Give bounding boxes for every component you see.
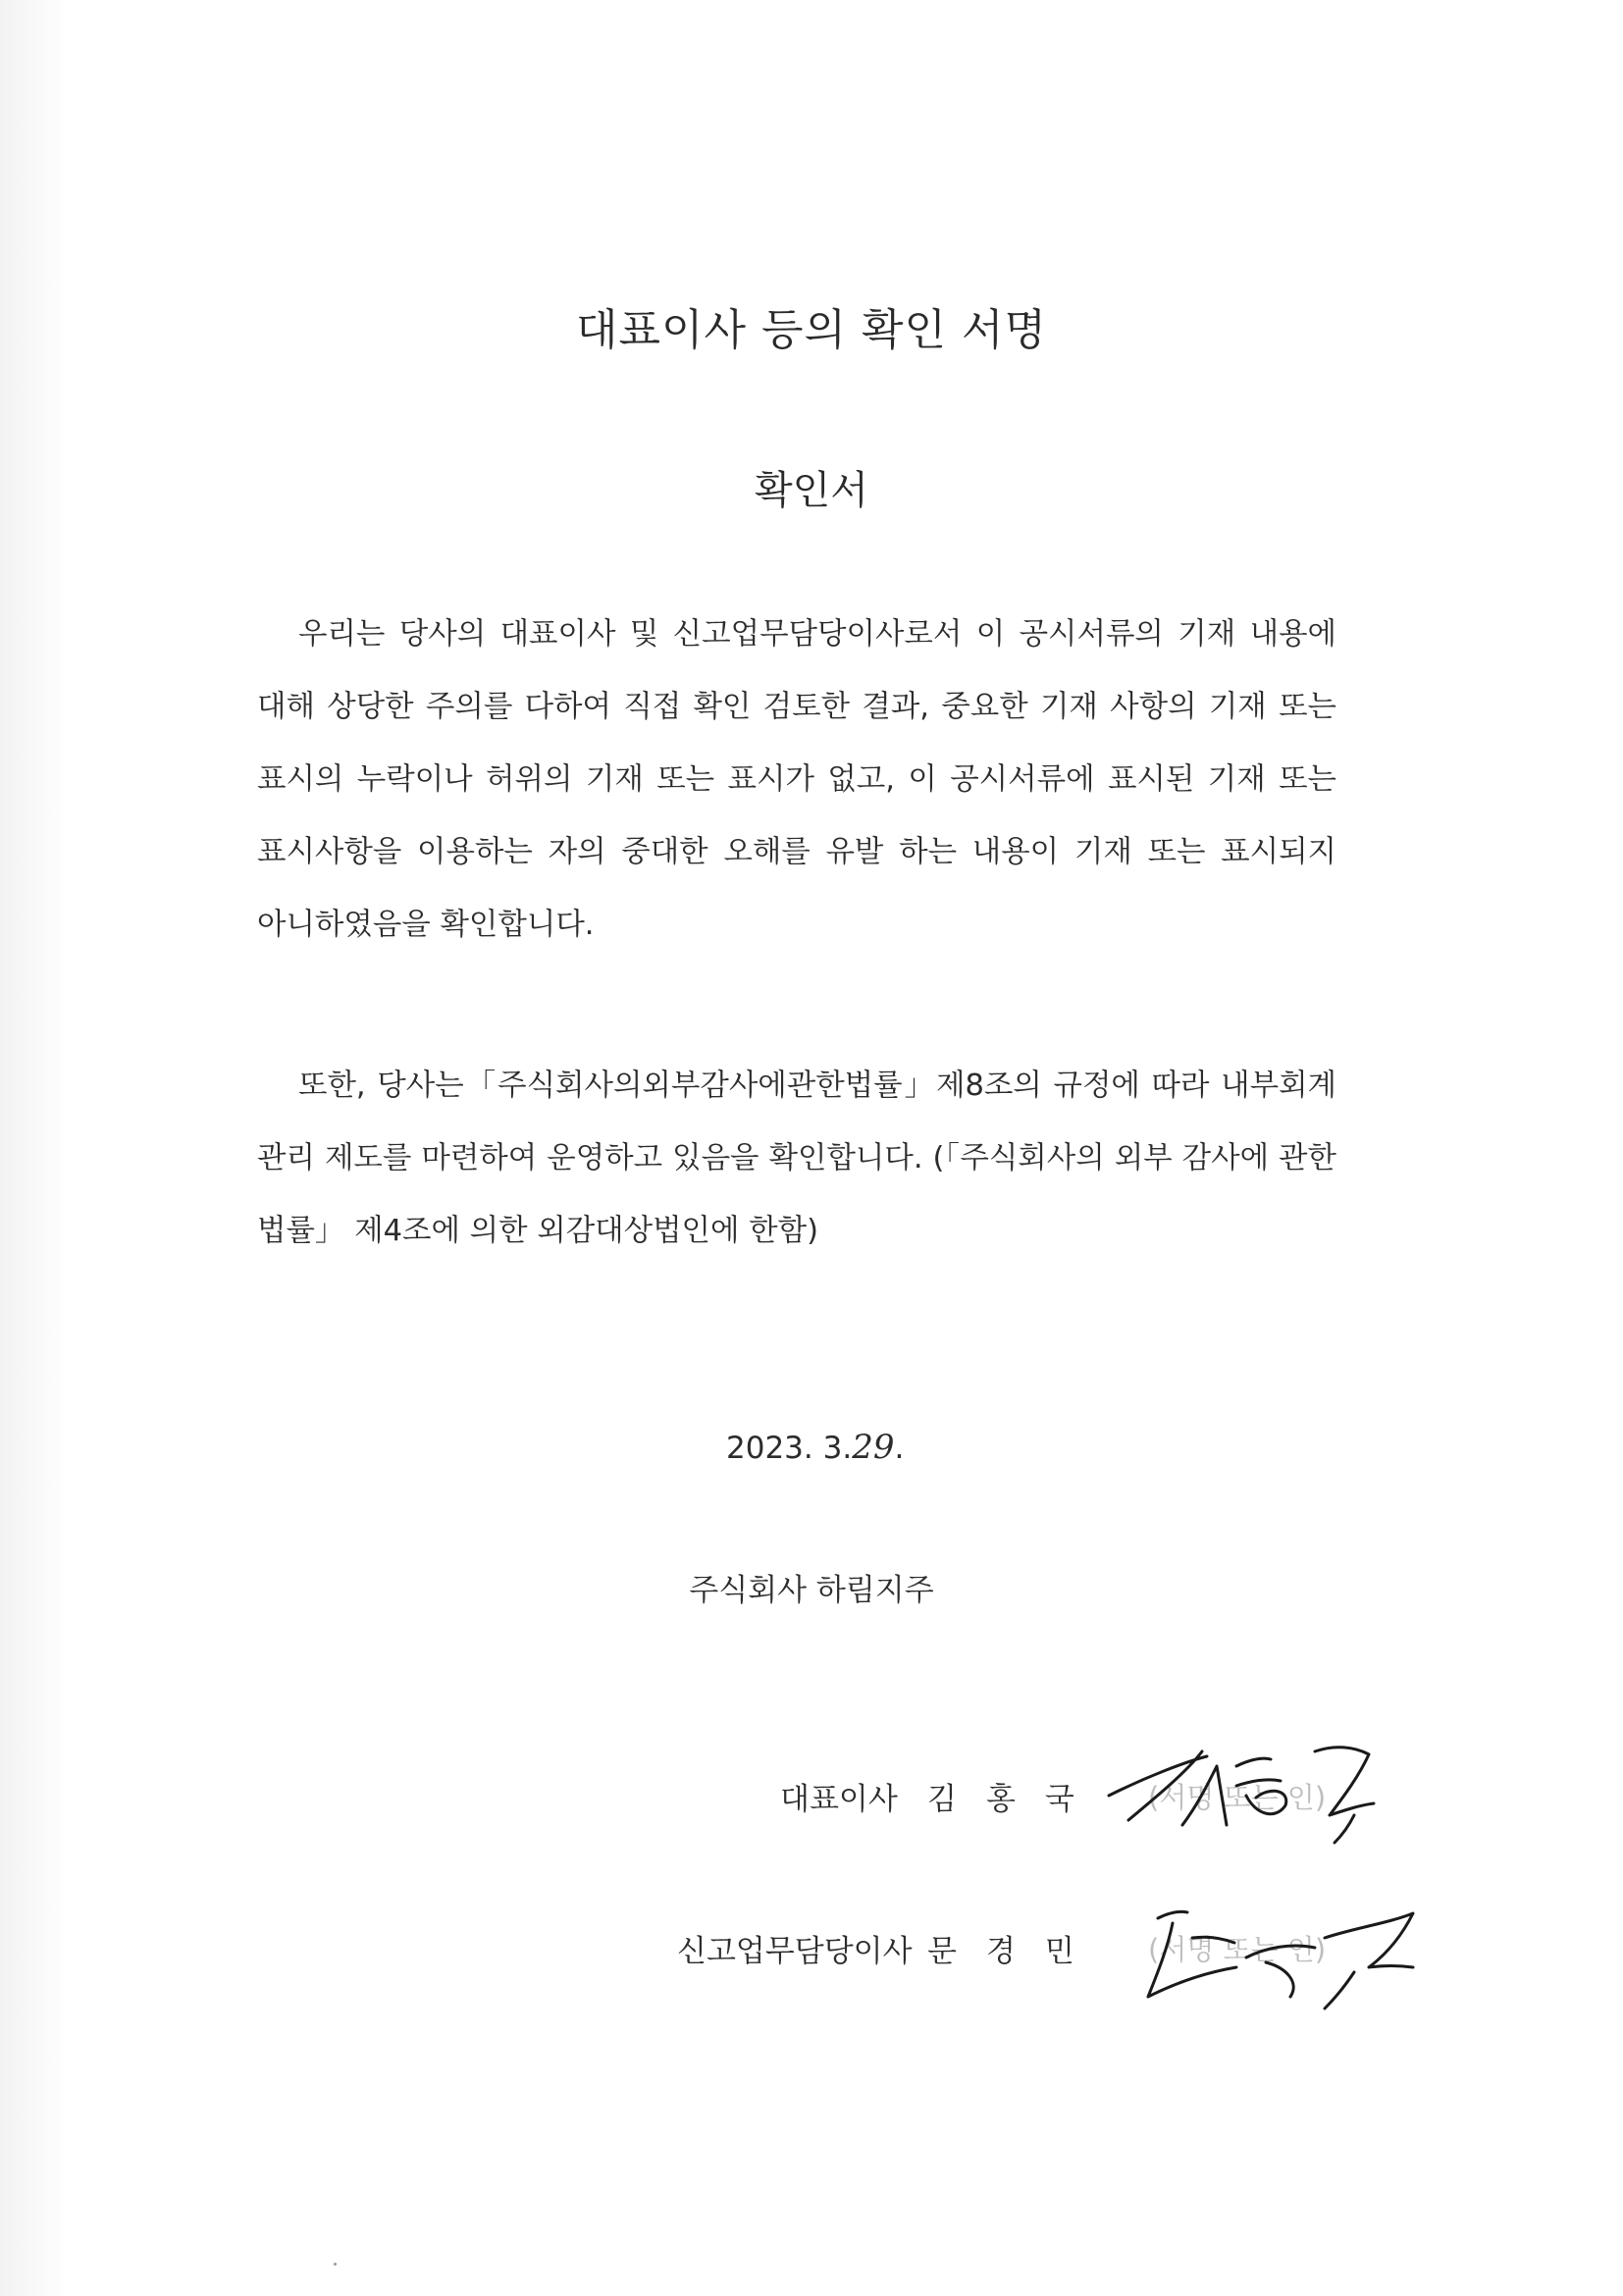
director-role: 신고업무담당이사 bbox=[677, 1934, 913, 1969]
date-day-handwritten: 29 bbox=[852, 1428, 895, 1467]
director-handwritten-signature bbox=[1119, 1889, 1452, 2026]
confirmation-paragraph: 우리는 당사의 대표이사 및 신고업무담당이사로서 이 공시서류의 기재 내용에 대해 상당한 주의를 다하여 직접 확인 검토한 결과, 중요한 기재 사항의 기재 또는 표시의 누락이나 허위의 기재 또는 표시가 없고, 이 공시서류에 표시된 기재 또는 표시사항을 이용하는 자의 중대한 오해를 유발 하는 내용이 기재 또는 표시되지 아니하였음을 확인합니다. bbox=[257, 617, 1336, 942]
ceo-name: 김홍국 bbox=[927, 1782, 1104, 1817]
ceo-handwritten-signature bbox=[1089, 1727, 1413, 1854]
company-name: 주식회사 하림지주 bbox=[689, 1573, 934, 1608]
date-printed: 2023. 3. bbox=[726, 1431, 853, 1466]
date-suffix: . bbox=[894, 1431, 905, 1466]
internal-control-paragraph: 또한, 당사는「주식회사의외부감사에관한법률」제8조의 규정에 따라 내부회계 관리 제도를 마련하여 운영하고 있음을 확인합니다. (「주식회사의 외부 감사에 관한 법률」 제4조에 의한 외감대상법인에 한함) bbox=[257, 1069, 1336, 1248]
document-title: 대표이사 등의 확인 서명 bbox=[576, 305, 1047, 355]
director-signature-row bbox=[0, 1918, 1623, 1977]
director-name: 문경민 bbox=[927, 1934, 1104, 1969]
ceo-signature-row bbox=[0, 1766, 1623, 1825]
document-subtitle: 확인서 bbox=[755, 468, 868, 513]
signing-date bbox=[726, 1428, 904, 1467]
ceo-sign-hint: (서명 또는 인) bbox=[1148, 1781, 1327, 1814]
ceo-role: 대표이사 bbox=[780, 1782, 898, 1817]
director-sign-hint: (서명 또는 인) bbox=[1148, 1933, 1327, 1966]
scan-speck bbox=[334, 2263, 337, 2266]
